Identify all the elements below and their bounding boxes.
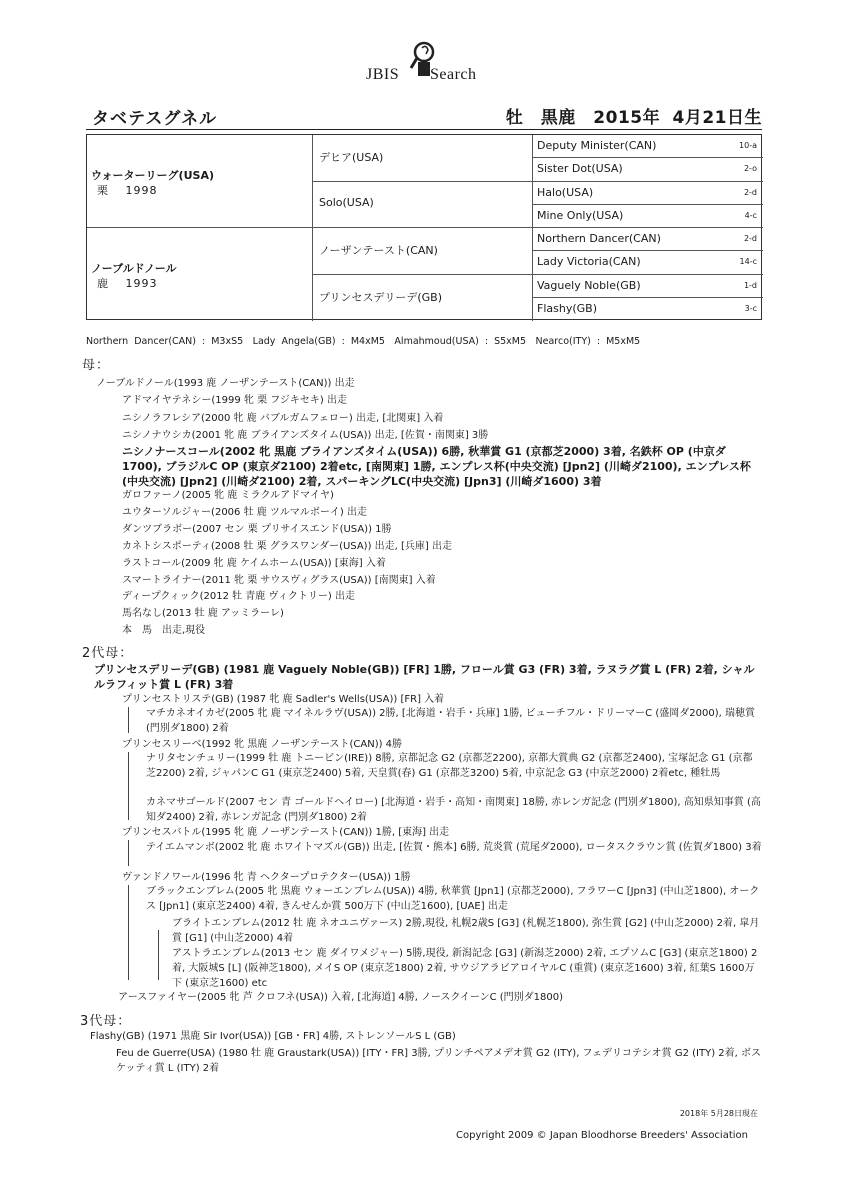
dam-detail: 鹿 1993 — [97, 277, 158, 290]
inbreeding-line: Northern Dancer(CAN) : M3xS5 Lady Angela(GB) : M4xM5 Almahmoud(USA) : S5xM5 Nearco(ITY) : M5xM5 — [86, 336, 641, 347]
jbis-logo — [366, 38, 496, 86]
pedigree-table — [86, 134, 762, 320]
logo-text-right: Search — [430, 66, 477, 83]
branch-line — [128, 840, 129, 866]
branch-line — [128, 707, 129, 733]
grand-offspring-line: カネマサゴールド(2007 セン 青 ゴールドヘイロー) [北海道・岩手・高知・南関東] 18勝, 赤レンガ記念 (門別ダ1800), 高知県知事賞 (高知ダ2400) 2着, 赤レンガ記念 (門別ダ1800) 2着 — [146, 797, 761, 823]
title-bar — [86, 101, 762, 130]
g3-name: Deputy Minister(CAN) — [537, 139, 657, 152]
g3-name: Vaguely Noble(GB) — [537, 278, 641, 292]
second-dam-line: プリンセスデリーデ(GB) (1981 鹿 Vaguely Noble(GB)) [FR] 1勝, フロール賞 G3 (FR) 3着, ラヌラグ賞 L (FR) 2着, シャルルラフィット賞 L (FR) 3着 — [94, 663, 755, 691]
g3-name: Flashy(GB) — [537, 301, 597, 315]
offspring-line: カネトシスポーティ(2008 牡 栗 グラスワンダー(USA)) 出走, [兵庫] 出走 — [122, 541, 453, 552]
g2-name: デヒア(USA) — [319, 151, 384, 164]
great-grand-offspring-line: アストラエンブレム(2013 セン 鹿 ダイワメジャー) 5勝,現役, 新潟記念 [G3] (新潟芝2000) 2着, エプソムC [G3] (東京芝1800) 2着, 大阪城S [L] (阪神芝1800), メイS OP (東京芝1800) 2着, サウジアラビアロイヤルC (重賞) (東京芝1600) 3着, 紅葉S 1600万下 (東京芝1600) etc — [172, 948, 758, 989]
offspring-line-featured: ニシノナースコール(2002 牝 黒鹿 ブライアンズタイム(USA)) 6勝, 秋華賞 G1 (京都芝2000) 3着, 名鉄杯 OP (中京ダ1700), ブラジルC OP (東京ダ2100) 2着etc, [南関東] 1勝, エンプレス杯(中央交流) [Jpn2] (川崎ダ2100), エンプレス杯(中央交流) [Jpn2] (川崎ダ2100) 2着, スパーキングLC(中央交流) [Jpn3] (川崎ダ1600) 3着 — [122, 445, 751, 488]
branch-line — [128, 885, 129, 980]
offspring-line: プリンセスリーベ(1992 牝 黒鹿 ノーザンテースト(CAN)) 4勝 — [122, 739, 403, 750]
horse-info: 牡 黒鹿 2015年 4月21日生 — [505, 108, 762, 128]
offspring-line: ニシノナウシカ(2001 牝 鹿 ブライアンズタイム(USA)) 出走, [佐賀・南関東] 3勝 — [122, 430, 489, 441]
pedigree-g3 — [533, 298, 763, 321]
horse-name: タベテスグネル — [92, 109, 218, 129]
third-dam-heading: 3代母： — [80, 1014, 132, 1029]
grand-offspring-line-featured: ブラックエンブレム(2005 牝 黒鹿 ウォーエンブレム(USA)) 4勝, 秋華賞 [Jpn1] (京都芝2000), フラワーC [Jpn3] (中山芝1800), オークス [Jpn1] (東京芝2400) 4着, きんせんか賞 500万下 (中山芝1600), [UAE] 出走 — [146, 886, 760, 912]
logo-text-left: JBIS — [366, 66, 400, 83]
offspring-line: アースファイヤー(2005 牝 芦 クロフネ(USA)) 入着, [北海道] 4勝, ノースクイーンC (門別ダ1800) — [118, 992, 564, 1003]
sire-detail: 栗 1998 — [97, 184, 158, 197]
pedigree-g2 — [313, 275, 533, 322]
offspring-line: プリンセスバトル(1995 牝 鹿 ノーザンテースト(CAN)) 1勝, [東海] 出走 — [122, 827, 450, 838]
offspring-line: スマートライナー(2011 牝 栗 サウスヴィグラス(USA)) [南関東] 入着 — [122, 575, 436, 586]
offspring-line: Feu de Guerre(USA) (1980 牡 鹿 Graustark(USA)) [ITY・FR] 3勝, プリンチペアメデオ賞 G2 (ITY), フェデリコテシオ賞 G2 (ITY) 2着, ボスケッティ賞 L (ITY) 2着 — [116, 1048, 761, 1074]
pedigree-dam — [87, 228, 313, 321]
g3-name: Lady Victoria(CAN) — [537, 255, 641, 269]
offspring-line: ダンツブラボー(2007 セン 栗 プリサイスエンド(USA)) 1勝 — [122, 524, 392, 535]
pedigree-g3 — [533, 275, 763, 298]
grand-offspring-line: テイエムマンボ(2002 牝 鹿 ホワイトマズル(GB)) 出走, [佐賀・熊本] 6勝, 荒炎賞 (荒尾ダ2000), ロータスクラウン賞 (佐賀ダ1800) 3着 — [146, 842, 762, 853]
offspring-line: 本 馬 出走,現役 — [122, 625, 206, 636]
family-code: 2-o — [743, 164, 757, 174]
pedigree-g3 — [533, 135, 763, 158]
third-dam-line: Flashy(GB) (1971 黒鹿 Sir Ivor(USA)) [GB・FR] 4勝, ストレンソールS L (GB) — [90, 1031, 456, 1042]
offspring-line: ユウターソルジャー(2006 牡 鹿 ツルマルボーイ) 出走 — [122, 507, 368, 518]
family-code: 2-d — [743, 187, 757, 197]
pedigree-g2 — [313, 228, 533, 275]
pedigree-sire — [87, 135, 313, 228]
family-code: 4-c — [744, 210, 757, 220]
offspring-line: ディープクィック(2012 牡 青鹿 ヴィクトリー) 出走 — [122, 591, 355, 602]
offspring-line: アドマイヤテネシー(1999 牝 栗 フジキセキ) 出走 — [122, 395, 347, 406]
as-of-date: 2018年 5月28日現在 — [679, 1109, 758, 1118]
g2-name: ノーザンテースト(CAN) — [319, 244, 438, 257]
offspring-line: ガロファーノ(2005 牝 鹿 ミラクルアドマイヤ) — [122, 490, 334, 501]
pedigree-g3 — [533, 228, 763, 251]
pedigree-g3 — [533, 182, 763, 205]
pedigree-g2 — [313, 135, 533, 182]
dam-heading: 母： — [82, 358, 111, 373]
second-dam-heading: 2代母： — [82, 646, 134, 661]
g2-name: プリンセスデリーデ(GB) — [319, 290, 442, 304]
offspring-line: ラストコール(2009 牝 鹿 ケイムホーム(USA)) [東海] 入着 — [122, 558, 386, 569]
great-grand-offspring-line: ブライトエンブレム(2012 牡 鹿 ネオユニヴァース) 2勝,現役, 札幌2歳S [G3] (札幌芝1800), 弥生賞 [G2] (中山芝2000) 2着, 皐月賞 [G1] (中山芝2000) 4着 — [172, 918, 760, 944]
family-code: 3-c — [744, 303, 757, 313]
pedigree-g3 — [533, 205, 763, 228]
offspring-line: ニシノラフレシア(2000 牝 鹿 バブルガムフェロー) 出走, [北関東] 入着 — [122, 413, 444, 424]
branch-line — [128, 752, 129, 820]
g3-name: Halo(USA) — [537, 185, 594, 199]
family-code: 2-d — [743, 234, 757, 243]
family-code: 14-c — [739, 257, 757, 267]
offspring-line: ヴァンドノワール(1996 牝 青 ヘクタープロテクター(USA)) 1勝 — [122, 872, 411, 883]
dam-line: ノーブルドノール(1993 鹿 ノーザンテースト(CAN)) 出走 — [96, 378, 355, 389]
pedigree-g3 — [533, 251, 763, 274]
sire-name: ウォーターリーグ(USA) — [91, 169, 214, 182]
g3-name: Sister Dot(USA) — [537, 162, 623, 176]
family-code: 10-a — [739, 141, 757, 150]
family-code: 1-d — [743, 280, 757, 290]
pedigree-g3 — [533, 158, 763, 181]
offspring-line: プリンセストリステ(GB) (1987 牝 鹿 Sadler's Wells(USA)) [FR] 入着 — [122, 694, 445, 705]
g3-name: Northern Dancer(CAN) — [537, 232, 661, 245]
g2-name: Solo(USA) — [319, 195, 374, 209]
pedigree-g2 — [313, 182, 533, 229]
grand-offspring-line-featured: ナリタセンチュリー(1999 牡 鹿 トニービン(IRE)) 8勝, 京都記念 G2 (京都芝2200), 京都大賞典 G2 (京都芝2400), 宝塚記念 G1 (京都芝2200) 2着, ジャパンC G1 (東京芝2400) 5着, 天皇賞(春) G1 (京都芝3200) 5着, 中京記念 G3 (中京芝2000) 2着etc, 種牡馬 — [146, 753, 753, 779]
grand-offspring-line: マチカネオイカゼ(2005 牝 鹿 マイネルラヴ(USA)) 2勝, [北海道・岩手・兵庫] 1勝, ビューチフル・ドリーマーC (盛岡ダ2000), 瑞穂賞 (門別ダ1800) 2着 — [146, 708, 755, 734]
dam-name: ノーブルドノール — [91, 262, 177, 275]
g3-name: Mine Only(USA) — [537, 208, 624, 222]
copyright: Copyright 2009 © Japan Bloodhorse Breeders' Association — [456, 1130, 748, 1141]
offspring-line: 馬名なし(2013 牡 鹿 アッミラーレ) — [122, 608, 284, 619]
branch-line — [158, 930, 159, 980]
